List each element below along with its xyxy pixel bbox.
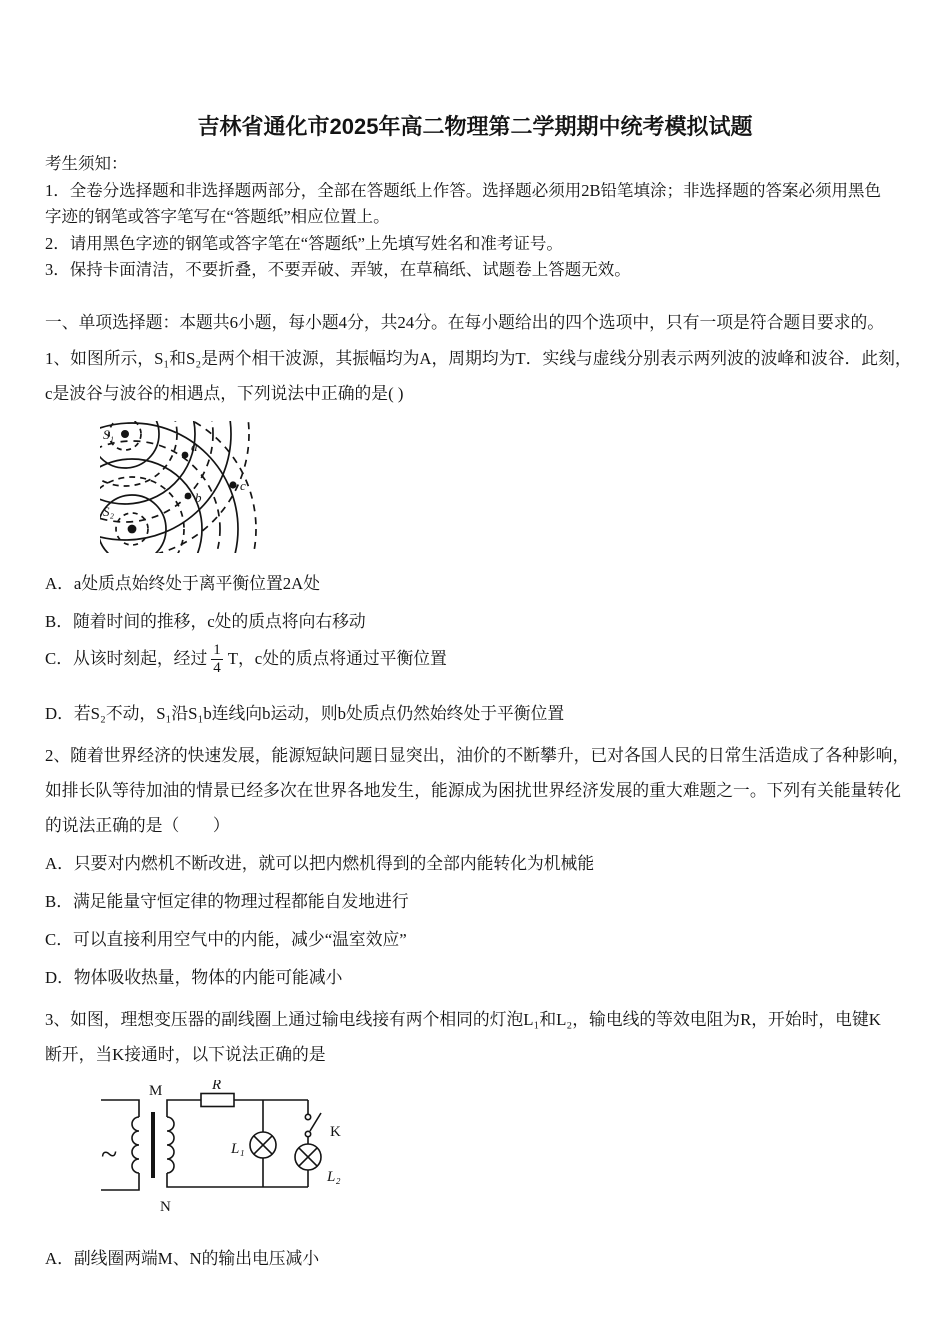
switch-k-label: K [330,1124,341,1140]
switch-blade [310,1113,321,1131]
lamp-l1-cross [254,1136,272,1154]
point-b-label: b [195,489,202,505]
point-c-dot [229,481,236,488]
s1-label: S₁ [103,426,115,442]
switch-contact-top [305,1114,310,1119]
terminal-m-label: M [149,1083,163,1099]
question-line: 3、如图，理想变压器的副线圈上通过输电线接有两个相同的灯泡L₁和L₂，输电线的等效电阻为R，开始时，电键K [45,1010,881,1029]
point-b-dot [185,492,192,499]
option-line [45,643,920,678]
lamp-l1-label: L₁ [231,1141,245,1157]
notice-heading: 考生须知： [45,154,128,173]
question-line: 断开，当K接通时，以下说法正确的是 [45,1045,326,1064]
notice-line: 1．全卷分选择题和非选择题两部分，全部在答题纸上作答。选择题必须用2B铅笔填涂；非选择题的答案必须用黑色 [45,180,882,200]
source-s2-dot [128,524,137,533]
question-2 [45,745,920,989]
transformer-core [151,1112,155,1178]
notice-section [45,151,920,284]
q3-transformer-circuit-figure [81,1080,393,1232]
question-line: c是波谷与波谷的相遇点，下列说法中正确的是( ) [45,383,404,403]
q1-wave-interference-figure [100,421,276,553]
option-line: A．副线圈两端M、N的输出电压减小 [45,1249,320,1268]
option-line: B．随着时间的推移，c处的质点将向右移动 [45,611,366,631]
point-a-label: a [191,438,198,454]
option-line: A．只要对内燃机不断改进，就可以把内燃机得到的全部内能转化为机械能 [45,854,595,873]
resistor-r-label: R [212,1080,222,1093]
primary-top-stub [101,1100,139,1117]
point-a-dot [182,451,189,458]
secondary-coil [167,1117,174,1173]
notice-line: 3．保持卡面清洁，不要折叠，不要弄破、弄皱，在草稿纸、试题卷上答题无效。 [45,260,631,279]
question-line: 的说法正确的是（ ） [45,816,230,835]
option-c-text-before: C．从该时刻起，经过 [45,648,208,668]
point-c-label: c [240,477,246,493]
option-line: C．可以直接利用空气中的内能，减少“温室效应” [45,930,407,949]
s2-label: S₂ [103,503,115,519]
question-line: 2、随着世界经济的快速发展，能源短缺问题日显突出，油价的不断攀升，已对各国人民的日常生活造成了各种影响， [45,746,910,765]
question-1 [45,348,920,726]
option-line: D．物体吸收热量，物体的内能可能减小 [45,968,343,987]
wire-bottom [167,1173,308,1187]
fraction-denominator: 4 [213,660,221,677]
switch-contact-bottom [305,1131,310,1136]
lamp-l2-cross [299,1148,317,1166]
fraction-one-quarter [211,643,223,678]
question-3 [45,1009,920,1270]
option-line: A．a处质点始终处于离平衡位置2A处 [45,573,321,593]
source-s1-dot [121,430,129,438]
primary-coil [132,1117,139,1173]
notice-line: 字迹的钢笔或答字笔写在“答题纸”相应位置上。 [45,207,390,226]
terminal-n-label: N [160,1199,171,1215]
option-c-text-after: T，c处的质点将通过平衡位置 [227,648,447,668]
ac-source-symbol: ~ [101,1138,118,1171]
section1-heading: 一、单项选择题：本题共6小题，每小题4分，共24分。在每小题给出的四个选项中，只有一项是符合题目要求的。 [45,312,885,332]
lamp-l2-label: L₂ [327,1169,341,1185]
question-line: 如排长队等待加油的情景已经多次在世界各地发生，能源成为困扰世界经济发展的重大难题之一。下列有关能量转化 [45,781,901,800]
page-title: 吉林省通化市2025年高二物理第二学期期中统考模拟试题 [197,114,753,139]
primary-bottom-stub [101,1173,139,1190]
wire-m-corner [167,1100,201,1117]
resistor-r [201,1094,234,1107]
question-line: 1、如图所示，S₁和S₂是两个相干波源，其振幅均为A，周期均为T．实线与虚线分别表示两列波的波峰和波谷．此刻， [45,348,912,368]
option-line: D．若S₂不动，S₁沿S₁b连线向b运动，则b处质点仍然始终处于平衡位置 [45,704,565,723]
option-line: B．满足能量守恒定律的物理过程都能自发地进行 [45,892,409,911]
notice-line: 2．请用黑色字迹的钢笔或答字笔在“答题纸”上先填写姓名和准考证号。 [45,233,563,253]
fraction-numerator: 1 [211,643,223,661]
